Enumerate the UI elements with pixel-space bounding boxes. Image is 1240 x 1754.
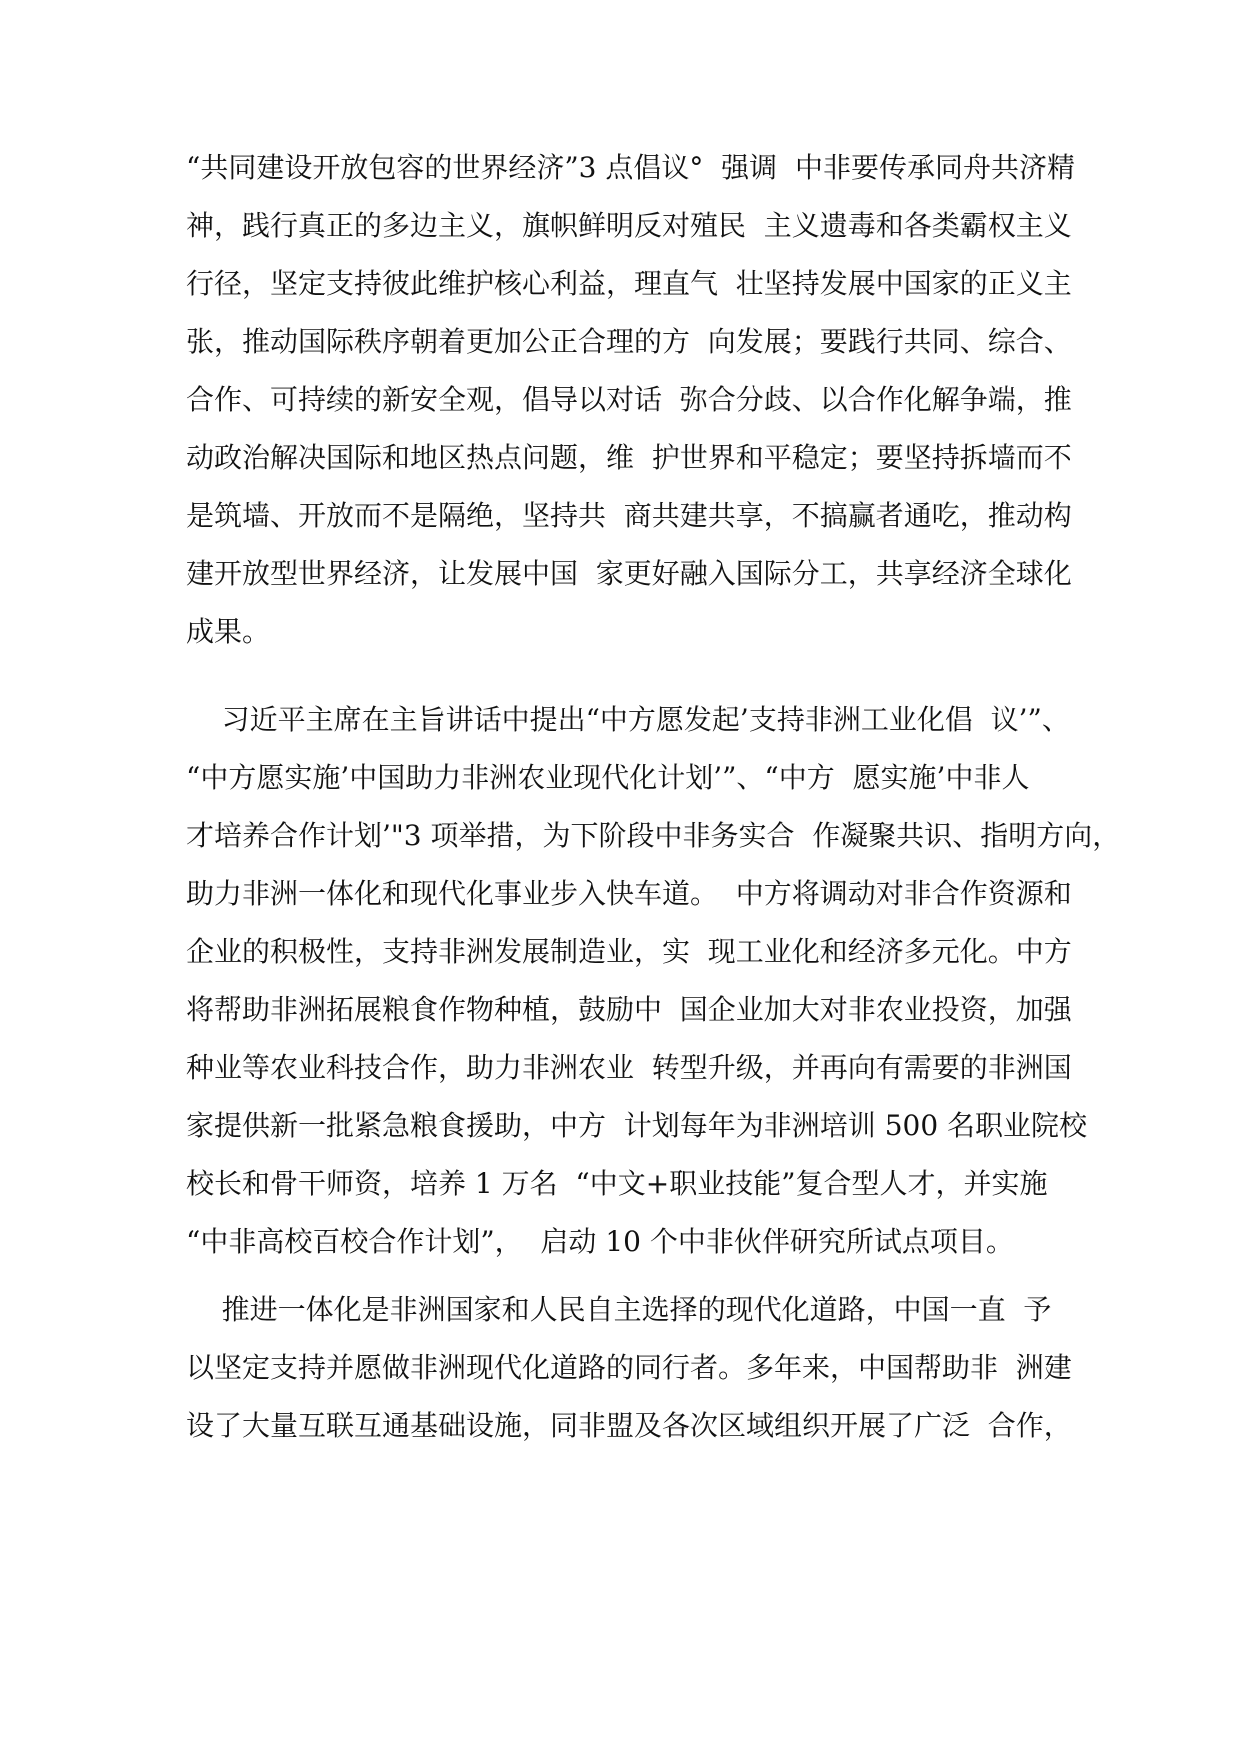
paragraph-line: 合作、可持续的新安全观，倡导以对话 弥合分歧、以合作化解争端，推 [186, 383, 1072, 416]
paragraph-line: 张，推动国际秩序朝着更加公正合理的方 向发展；要践行共同、综合、 [186, 325, 1072, 358]
paragraph-line: 神，践行真正的多边主义，旗帜鲜明反对殖民 主义遗毒和各类霸权主义 [186, 209, 1072, 242]
paragraph-line: 习近平主席在主旨讲话中提出“中方愿发起’支持非洲工业化倡 议’”、 [186, 703, 1070, 736]
paragraph-line: 行径，坚定支持彼此维护核心利益，理直气 壮坚持发展中国家的正义主 [186, 267, 1072, 300]
paragraph-line: “中方愿实施’中国助力非洲农业现代化计划’”、“中方 愿实施’中非人 [186, 761, 1030, 794]
paragraph-line: 成果。 [186, 615, 271, 648]
paragraph-line: 以坚定支持并愿做非洲现代化道路的同行者。多年来，中国帮助非 洲建 [186, 1351, 1072, 1384]
paragraph-line: “中非高校百校合作计划”， 启动 10 个中非伙伴研究所试点项目。 [186, 1225, 1014, 1258]
paragraph-line: 企业的积极性，支持非洲发展制造业，实 现工业化和经济多元化。中方 [186, 935, 1072, 968]
paragraph-line: 家提供新一批紧急粮食援助，中方 计划每年为非洲培训 500 名职业院校 [186, 1109, 1088, 1142]
paragraph-line: 设了大量互联互通基础设施，同非盟及各次区域组织开展了广泛 合作， [186, 1409, 1072, 1442]
paragraph-line: 助力非洲一体化和现代化事业步入快车道。 中方将调动对非合作资源和 [186, 877, 1072, 910]
paragraph-line: 才培养合作计划’"3 项举措，为下阶段中非务实合 作凝聚共识、指明方向， [186, 819, 1121, 852]
paragraph-line: 推进一体化是非洲国家和人民自主选择的现代化道路，中国一直 予 [186, 1293, 1052, 1326]
paragraph-line: 动政治解决国际和地区热点问题，维 护世界和平稳定；要坚持拆墙而不 [186, 441, 1072, 474]
paragraph-line: 种业等农业科技合作，助力非洲农业 转型升级，并再向有需要的非洲国 [186, 1051, 1072, 1084]
paragraph-line: 将帮助非洲拓展粮食作物种植，鼓励中 国企业加大对非农业投资，加强 [186, 993, 1072, 1026]
paragraph-line: 是筑墙、开放而不是隔绝，坚持共 商共建共享，不搞赢者通吃，推动构 [186, 499, 1072, 532]
paragraph-line: 校长和骨干师资，培养 1 万名 “中文+职业技能”复合型人才，并实施 [186, 1167, 1048, 1200]
paragraph-line: “共同建设开放包容的世界经济”3 点倡议° 强调 中非要传承同舟共济精 [186, 151, 1075, 184]
paragraph-line: 建开放型世界经济，让发展中国 家更好融入国际分工，共享经济全球化 [186, 557, 1072, 590]
